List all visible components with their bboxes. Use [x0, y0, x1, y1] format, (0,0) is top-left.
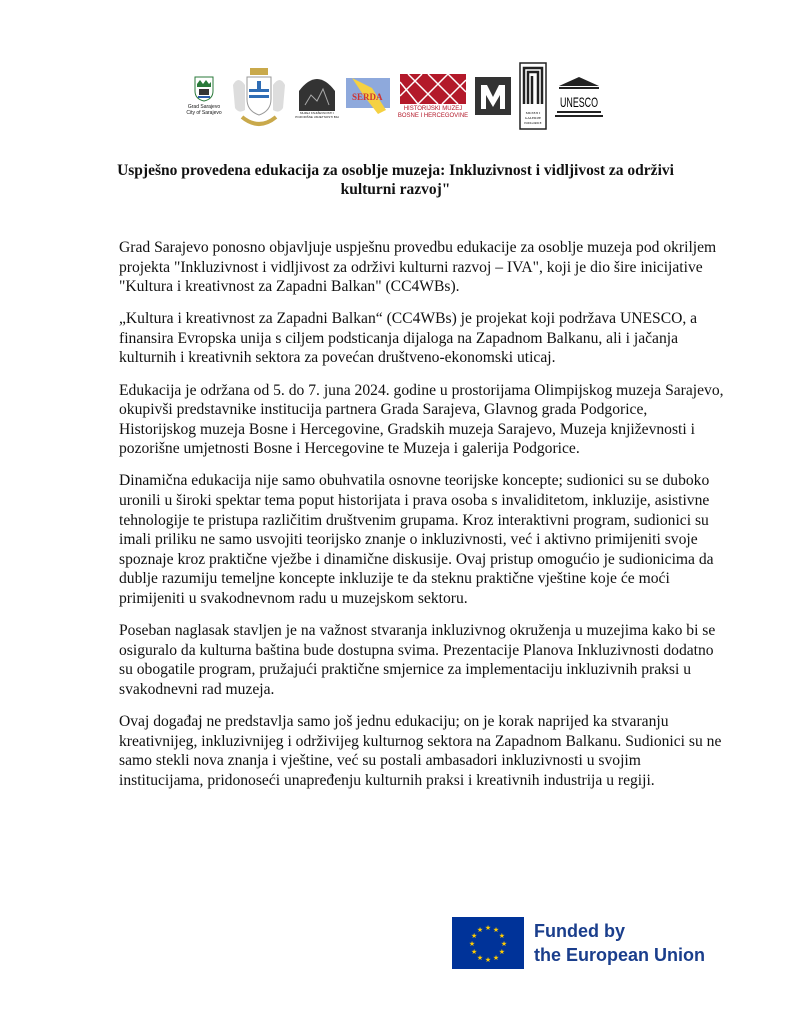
paragraph [119, 621, 716, 699]
text-line: dublje razumiju temeljne koncepte inkluzije te da steknu praktične vještine koje će moći [119, 570, 670, 588]
text-line: Historijskog muzeja Bosne i Hercegovine, Gradskih muzeja Sarajevo, Muzeja književnosti i [119, 420, 695, 438]
text-line: Grad Sarajevo ponosno objavljuje uspješnu provedbu edukacije za osoblje muzeja pod okriljem [119, 239, 717, 256]
paragraph [119, 381, 724, 459]
m-logo [475, 77, 511, 115]
podgorica-coat-of-arms [229, 65, 289, 127]
text-line: Ovaj događaj ne predstavlja samo još jednu edukaciju; on je korak naprijed ka stvaranju [119, 712, 669, 730]
svg-text:MUZEJI I: MUZEJI I [525, 110, 541, 115]
star-icon: ★ [471, 948, 478, 956]
historijski-muzej-logo: HISTORIJSKI MUZEJ BOSNE I HERCEGOVINE [397, 72, 469, 120]
partner-logos [185, 58, 603, 133]
muzej-knjizevnosti-logo: MUZEJ KNJIŽEVNOSTI I POZORIŠNE UMJETNOSTI BIH [295, 73, 339, 119]
text-line: uronili u široki spektar tema poput historijata i prava osoba s invaliditetom, inkluzije, asistivne [119, 492, 710, 510]
muzeji-galerije-podgorice-logo [517, 62, 549, 130]
text-line: svakodnevni rad muzeja. [119, 680, 275, 698]
text-line: pozorišne umjetnosti Bosne i Hercegovine te Muzeja i galerija Podgorice. [119, 440, 580, 458]
text-line: su obogatile program, pružajući praktične smjernice za implementaciju inkluzivnih praksi u [119, 661, 692, 679]
paragraph [119, 712, 722, 790]
text-line: Dinamična edukacija nije samo obuhvatila osnovne teorijske koncepte; sudionici su se duboko [119, 472, 710, 490]
star-icon: ★ [500, 940, 508, 948]
eu-funded-line1: Funded by [534, 921, 625, 941]
star-icon: ★ [498, 948, 505, 956]
text-line: kulturnih i kreativnih sektora za povećan društveno-ekonomski uticaj. [119, 349, 556, 367]
svg-text:UNESCO: UNESCO [560, 93, 599, 110]
page-title [100, 161, 691, 199]
star-icon: ★ [484, 924, 492, 932]
text-line: osiguralo da kulturna baština bude dostupna svima. Prezentacije Planova Inkluzivnosti dodatno [119, 641, 714, 659]
star-icon: ★ [471, 932, 478, 940]
serda-logo [345, 78, 391, 114]
text-line: spoznaje kroz praktične vježbe i dinamične diskusije. Ovaj pristup omogućio je sudionicima da [119, 550, 714, 568]
title-line: kulturni razvoj" [340, 181, 451, 198]
star-icon: ★ [498, 932, 505, 940]
text-line: finansira Evropska unija s ciljem podsticanja dijaloga na Zapadnom Balkanu, ali i jačanja [119, 329, 679, 347]
title-line: Uspješno provedena edukacija za osoblje muzeja: Inkluzivnost i vidljivost za održivi [117, 162, 674, 179]
text-line: projekta "Inkluzivnost i vidljivost za održivi kulturni razvoj – IVA", koji je dio šire inicijative [119, 258, 703, 276]
eu-funding-badge [452, 917, 705, 969]
paragraph [119, 309, 699, 368]
text-line: imali priliku ne samo usvojiti teorijsko znanje o inkluzivnosti, već i aktivno primijeniti svoje [119, 531, 698, 549]
star-icon: ★ [476, 926, 484, 935]
svg-text:GALERIJE: GALERIJE [524, 115, 542, 120]
text-line: institucijama, pridonoseći unapređenju kulturnih praksi i kreativnih industrija u regiji. [119, 771, 655, 789]
text-line: primijeniti u svakodnevnom radu u muzejskom sektoru. [119, 590, 468, 607]
text-line: Edukacija je održana od 5. do 7. juna 2024. godine u prostorijama Olimpijskog muzeja Sarajevo, [119, 381, 724, 399]
star-icon: ★ [468, 940, 476, 948]
eu-funded-line2: the European Union [534, 945, 705, 965]
article-body [119, 238, 724, 803]
eu-flag-icon [452, 917, 524, 969]
text-line: kreativnijeg, inkluzivnijeg i održivijeg kulturnog sektora na Zapadnom Balkanu. Sudionici su ne [119, 732, 722, 750]
grad-sarajevo-logo: Grad Sarajevo City of Sarajevo [185, 76, 223, 116]
star-icon: ★ [492, 926, 500, 935]
star-icon: ★ [484, 956, 492, 964]
text-line: „Kultura i kreativnost za Zapadni Balkan“ (CC4WBs) je projekat koji podržava UNESCO, a [119, 310, 698, 328]
text-line: "Kultura i kreativnost za Zapadni Balkan" (CC4WBs). [119, 278, 460, 296]
text-line: okupivši predstavnike institucija partnera Grada Sarajeva, Glavnog grada Podgorice, [119, 401, 648, 419]
text-line: tehnologije te pristupa različitim društvenim grupama. Kroz interaktivni program, sudionici su [119, 511, 709, 529]
unesco-logo [555, 74, 603, 118]
svg-text:SERDA: SERDA [352, 91, 383, 102]
paragraph [119, 238, 717, 297]
paragraph [119, 471, 714, 608]
star-icon: ★ [476, 953, 484, 962]
text-line: samo stekli nova znanja i vještine, već su postali ambasadori inkluzivnosti u svojim [119, 752, 641, 770]
text-line: Poseban naglasak stavljen je na važnost stvaranja inkluzivnog okruženja u muzejima kako bi se [119, 622, 716, 640]
svg-text:PODGORICE: PODGORICE [524, 120, 542, 125]
star-icon: ★ [492, 953, 500, 962]
